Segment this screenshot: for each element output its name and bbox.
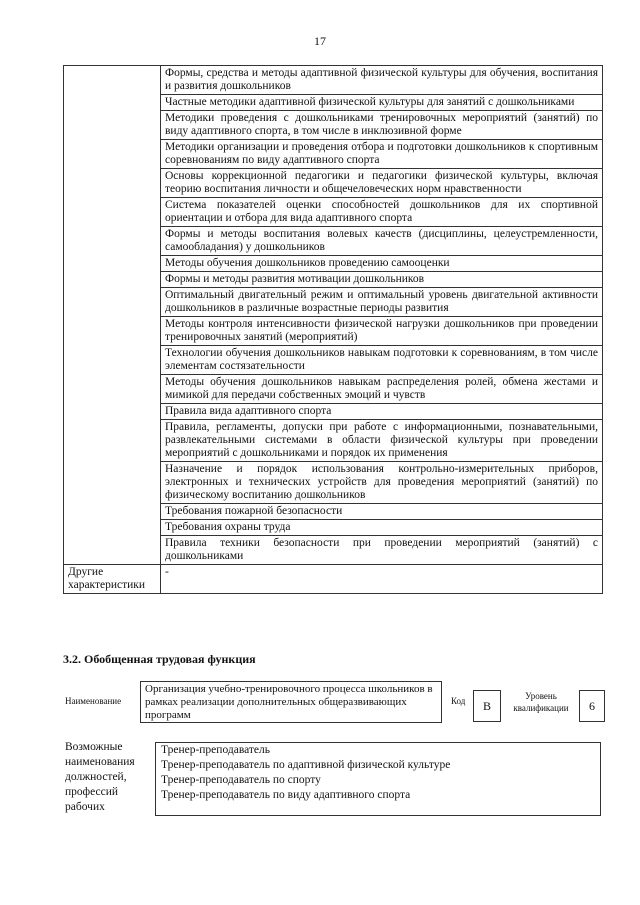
knowledge-item: Формы и методы воспитания волевых качеств (дисциплины, целеустремленности, самообладания) у дошкольников — [161, 227, 603, 256]
knowledge-item: Назначение и порядок использования контрольно-измерительных приборов, электронных и технических устройств для проведения мероприятий (занятий) по физическому воспитанию дошкольников — [161, 462, 603, 504]
table-row — [64, 565, 603, 594]
section-heading: 3.2. Обобщенная трудовая функция — [63, 652, 256, 666]
knowledge-item: Формы и методы развития мотивации дошкольников — [161, 272, 603, 288]
knowledge-table — [63, 65, 603, 594]
knowledge-item: Технологии обучения дошкольников навыкам подготовки к соревнованиям, в том числе элементам состязательности — [161, 346, 603, 375]
position-item: Тренер-преподаватель по адаптивной физической культуре — [161, 759, 451, 771]
qualification-level: 6 — [579, 690, 605, 722]
function-name: Организация учебно-тренировочного процесса школьников в рамках реализации дополнительных общеразвивающих программ — [140, 681, 442, 723]
position-item: Тренер-преподаватель по спорту — [161, 774, 321, 786]
positions-list — [155, 742, 601, 816]
knowledge-item: Основы коррекционной педагогики и педагогики физической культуры, включая теорию воспитания личности и общечеловеческих норм нравственности — [161, 169, 603, 198]
possible-positions — [63, 740, 603, 818]
page-number: 17 — [314, 34, 326, 48]
knowledge-item: Требования охраны труда — [161, 520, 603, 536]
positions-label: Возможные наименования должностей, профессий рабочих — [65, 741, 135, 813]
level-label: Уровень квалификации — [513, 691, 569, 713]
position-item: Тренер-преподаватель по виду адаптивного спорта — [161, 789, 411, 801]
other-characteristics-value: - — [161, 565, 603, 594]
knowledge-item: Методы обучения дошкольников проведению самооценки — [161, 256, 603, 272]
name-label: Наименование — [65, 696, 122, 706]
knowledge-item: Методы обучения дошкольников навыкам распределения ролей, обмена жестами и мимикой для передачи собственных эмоций и чувств — [161, 375, 603, 404]
knowledge-item: Требования пожарной безопасности — [161, 504, 603, 520]
knowledge-item: Правила, регламенты, допуски при работе с информационными, познавательными, развлекательными системами в области физической культуры при проведении мероприятий с дошкольниками и порядок их применения — [161, 420, 603, 462]
table-row — [64, 66, 603, 95]
function-code: B — [473, 690, 501, 722]
knowledge-item: Система показателей оценки способностей дошкольников для их спортивной ориентации и отбора для вида адаптивного спорта — [161, 198, 603, 227]
knowledge-item: Методики организации и проведения отбора и подготовки дошкольников к спортивным соревнованиям по виду адаптивного спорта — [161, 140, 603, 169]
knowledge-item: Оптимальный двигательный режим и оптимальный уровень двигательной активности дошкольников в различные возрастные периоды развития — [161, 288, 603, 317]
knowledge-item: Формы, средства и методы адаптивной физической культуры для обучения, воспитания и развития дошкольников — [161, 66, 603, 95]
position-item: Тренер-преподаватель — [161, 744, 271, 756]
generalized-function-row — [63, 681, 603, 723]
knowledge-label-cell — [64, 66, 161, 565]
knowledge-item: Правила техники безопасности при проведении мероприятий (занятий) с дошкольниками — [161, 536, 603, 565]
knowledge-item: Частные методики адаптивной физической культуры для занятий с дошкольниками — [161, 95, 603, 111]
other-characteristics-label: Другие характеристики — [64, 565, 161, 594]
knowledge-item: Методы контроля интенсивности физической нагрузки дошкольников при проведении тренировочных занятий (мероприятий) — [161, 317, 603, 346]
knowledge-item: Правила вида адаптивного спорта — [161, 404, 603, 420]
code-label: Код — [451, 696, 466, 706]
knowledge-item: Методики проведения с дошкольниками тренировочных мероприятий (занятий) по виду адаптивного спорта, в том числе в инклюзивной форме — [161, 111, 603, 140]
